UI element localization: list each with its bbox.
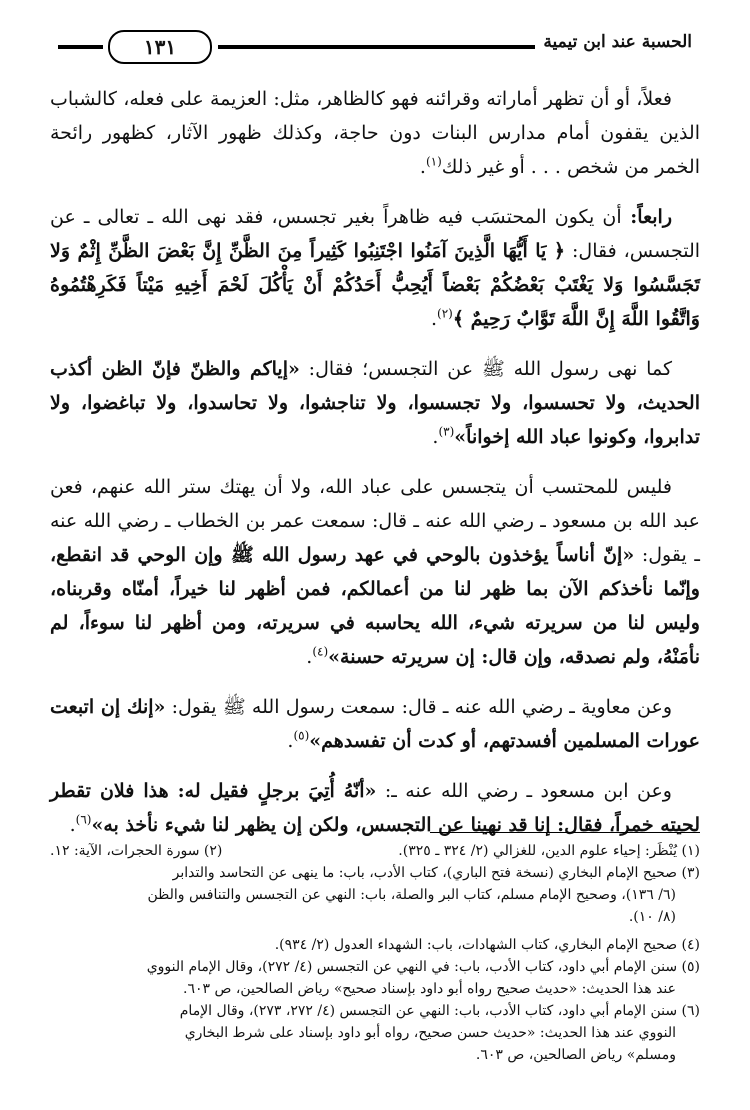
paragraph-1-segment-1: فعلاً، أو أن تظهر أماراته وقرائنه فهو كالظاهر، مثل: العزيمة على فعله، كالشباب الذين يقفون أمام مدارس البنات دون حاجة، وكذلك ظهور الآثار، كظهور رائحة الخمر من شخص . . . أو غير ذلك	[50, 88, 700, 178]
paragraph-4-segment-4: .	[306, 646, 313, 668]
paragraph-5-segment-4: .	[287, 730, 294, 752]
paragraph-6-segment-2: «أنّهُ أُتِيَ برجلٍ فقيل له: هذا فلان تقطر لحيته خمراً، فقال: إنا قد نهينا عن التجسس، ولكن إن يظهر لنا شيء نأخذ به»	[50, 780, 700, 836]
paragraph-5-segment-2: «إنك إن اتبعت عورات المسلمين أفسدتهم، أو كدت أن تفسدهم»	[50, 696, 700, 752]
paragraph-5-segment-1: وعن معاوية ـ رضي الله عنه ـ قال: سمعت رسول الله ﷺ يقول:	[165, 696, 672, 718]
main-text	[50, 82, 700, 858]
paragraph-5-segment-3: (٥)	[293, 728, 310, 743]
paragraph-3-segment-4: .	[432, 426, 439, 448]
footnote-separator	[430, 832, 700, 833]
paragraph-1-segment-2: (١)	[425, 154, 442, 169]
header-rule-left	[58, 45, 103, 49]
running-title: الحسبة عند ابن تيمية	[535, 32, 692, 52]
paragraph-2-segment-3: ﴿ يَا أَيُّهَا الَّذِينَ آمَنُوا اجْتَنِبُوا كَثِيراً مِنَ الظَّنِّ إِنَّ بَعْضَ الظَّنِّ إِثْمٌ وَلا تَجَسَّسُوا وَلا يَغْتَبْ بَعْضُكُمْ بَعْضاً أَيُحِبُّ أَحَدُكُمْ أَنْ يَأْكُلَ لَحْمَ أَخِيهِ مَيْتاً فَكَرِهْتُمُوهُ وَاتَّقُوا اللَّهَ إِنَّ اللَّهَ تَوَّابٌ رَحِيمٌ ﴾	[50, 240, 700, 330]
paragraph-2-segment-1: رابعاً:	[621, 206, 672, 228]
paragraph-1-segment-3: .	[419, 156, 426, 178]
paragraph-3-segment-1: كما نهى رسول الله ﷺ عن التجسس؛ فقال:	[299, 358, 672, 380]
paragraph-1	[50, 82, 700, 184]
paragraph-2-segment-4: (٢)	[437, 306, 453, 321]
paragraph-6-segment-4: .	[69, 814, 76, 836]
footnote-6-cont: النووي عند هذا الحديث: «حديث حسن صحيح، رواه أبو داود بإسناد على شرط البخاري	[184, 1025, 676, 1041]
footnote-3-cont2: (٨/ ١٠).	[628, 909, 676, 925]
footnote-4: (٤) صحيح الإمام البخاري، كتاب الشهادات، باب: الشهداء العدول (٢/ ٩٣٤).	[274, 937, 700, 953]
header-rule	[218, 45, 577, 49]
paragraph-4	[50, 470, 700, 674]
footnote-1: (١) يُنْظَر: إحياء علوم الدين، للغزالي (٢/ ٣٢٤ ـ ٣٢٥).	[398, 843, 700, 859]
footnote-5-cont: عند هذا الحديث: «حديث صحيح رواه أبو داود بإسناد صحيح» رياض الصالحين، ص ٦٠٣.	[182, 981, 676, 997]
paragraph-2-segment-2: أن يكون المحتسَب فيه ظاهراً بغير تجسس، فقد نهى الله ـ تعالى ـ عن التجسس، فقال:	[50, 206, 701, 262]
footnote-3: (٣) صحيح الإمام البخاري (نسخة فتح الباري)، كتاب الأدب، باب: ما ينهى عن التحاسد والتدابر	[172, 865, 700, 881]
footnote-6: (٦) سنن الإمام أبي داود، كتاب الأدب، باب: النهي عن التجسس (٤/ ٢٧٢، ٢٧٣)، وقال الإمام	[179, 1003, 700, 1019]
paragraph-4-segment-3: (٤)	[312, 644, 329, 659]
footnote-5: (٥) سنن الإمام أبي داود، كتاب الأدب، باب: في النهي عن التجسس (٤/ ٢٧٢)، وقال الإمام النووي	[146, 959, 700, 975]
paragraph-5	[50, 690, 700, 758]
paragraph-6-segment-3: (٦)	[75, 812, 92, 827]
paragraph-3-segment-2: «إياكم والظنّ فإنّ الظن أكذب الحديث، ولا تحسسوا، ولا تجسسوا، ولا تناجشوا، ولا تحاسدوا، ولا تباغضوا، ولا تدابروا، وكونوا عباد الله إخواناً»	[50, 358, 700, 448]
footnote-3-cont: (٦/ ١٣٦)، وصحيح الإمام مسلم، كتاب البر والصلة، باب: النهي عن التجسس والتنافس والظن	[147, 887, 676, 903]
paragraph-4-segment-2: «إنّ أناساً يؤخذون بالوحي في عهد رسول الله ﷺ وإن الوحي قد انقطع، وإنّما نأخذكم الآن بما ظهر لنا من أعمالكم، فمن أظهر لنا خيراً، أمنّاه وقربناه، وليس لنا من سريرته شيء، الله يحاسبه في سريرته، ومن أظهر لنا سوءاً، لم نأمَنْهُ، ولم نصدقه، وإن قال: إن سريرته حسنة»	[50, 544, 700, 668]
footnote-6-cont2: ومسلم» رياض الصالحين، ص ٦٠٣.	[475, 1047, 676, 1063]
paragraph-2-segment-5: .	[430, 308, 437, 330]
footnotes	[50, 840, 700, 1066]
paragraph-2	[50, 200, 700, 336]
paragraph-3-segment-3: (٣)	[438, 424, 455, 439]
page-header	[58, 30, 692, 64]
paragraph-4-segment-1: فليس للمحتسب أن يتجسس على عباد الله، ولا أن يهتك ستر الله عنهم، فعن عبد الله بن مسعود ـ رضي الله عنه ـ قال: سمعت عمر بن الخطاب ـ رضي الله عنه ـ يقول:	[50, 476, 700, 566]
footnote-2: (٢) سورة الحجرات، الآية: ١٢.	[50, 843, 223, 859]
paragraph-6-segment-1: وعن ابن مسعود ـ رضي الله عنه ـ:	[376, 780, 672, 802]
page-number: ١٣١	[108, 30, 212, 64]
paragraph-3	[50, 352, 700, 454]
